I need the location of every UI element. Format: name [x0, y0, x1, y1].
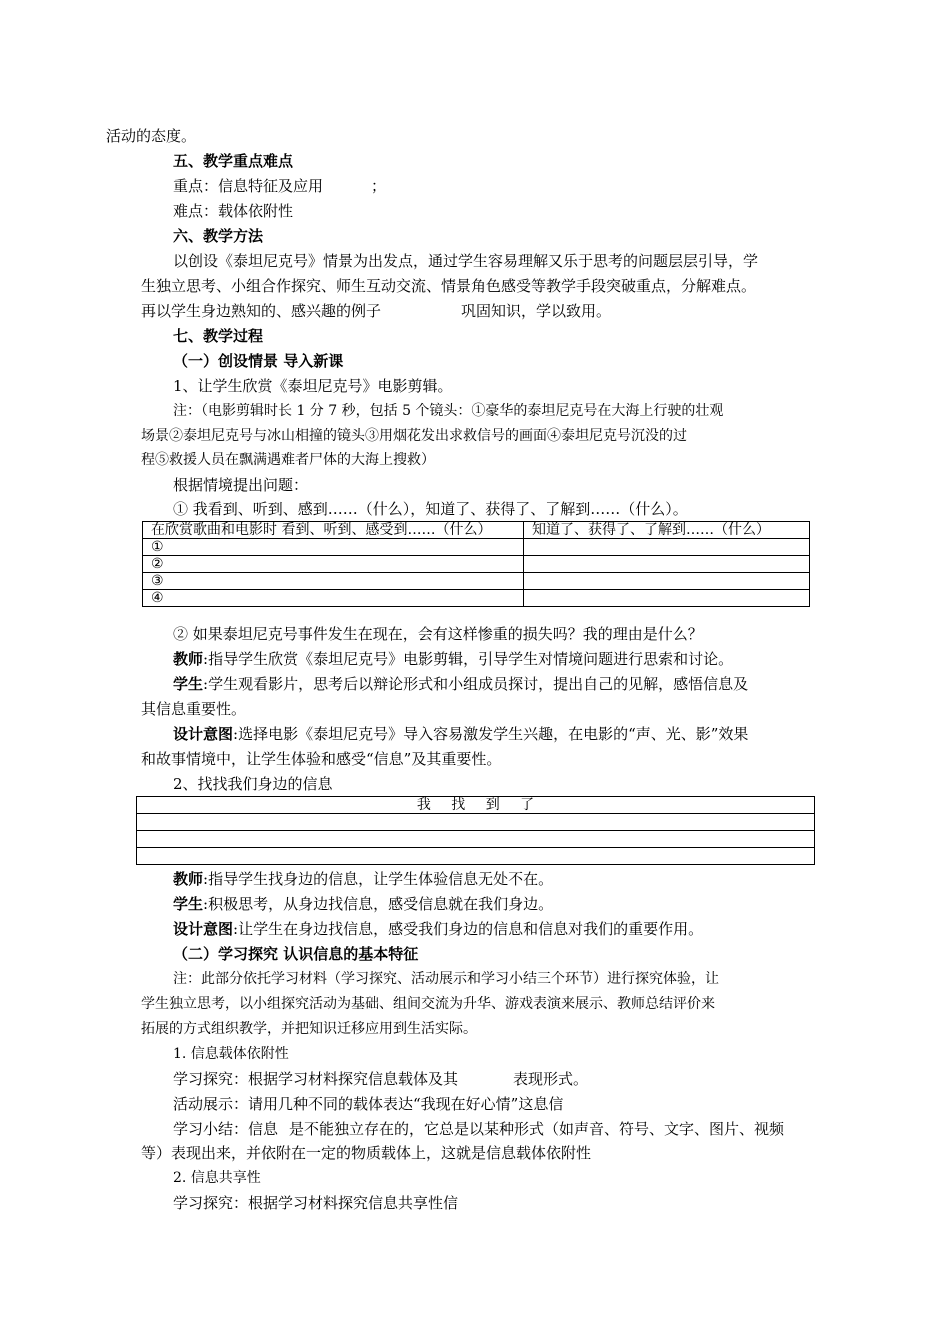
table-row-label: ④	[143, 590, 524, 607]
role-label: 设计意图	[173, 725, 234, 743]
text-line: 重点：信息特征及应用	[173, 177, 324, 195]
observation-table	[142, 521, 810, 607]
text-line: 是不能独立存在的，它总是以某种形式（如声音、符号、文字、图片、视频	[289, 1120, 785, 1138]
table-header-cell: 我 找 到 了	[137, 797, 815, 814]
text-line	[173, 649, 733, 669]
note-line: 学生独立思考，以小组探究活动为基础、组间交流为升华、游戏表演来展示、教师总结评价来	[141, 996, 715, 1012]
role-label: 教师	[173, 650, 204, 668]
table-cell	[137, 814, 815, 831]
text-line: 生独立思考、小组合作探究、师生互动交流、情景角色感受等教学手段突破重点，分解难点。	[141, 277, 757, 295]
note-line: 拓展的方式组织教学，并把知识迁移应用到生活实际。	[141, 1021, 477, 1037]
part-heading: （二）学习探究 认识信息的基本特征	[173, 945, 419, 963]
text-line	[173, 894, 553, 914]
note-line: 场景②泰坦尼克号与冰山相撞的镜头③用烟花发出求救信号的画面④泰坦尼克号沉没的过	[141, 428, 687, 444]
table-row-label: ③	[143, 573, 524, 590]
table-row-label: ①	[143, 539, 524, 556]
note-line: 注：此部分依托学习材料（学习探究、活动展示和学习小结三个环节）进行探究体验，让	[173, 971, 719, 987]
text-line	[173, 674, 748, 694]
role-text: :指导学生找身边的信息，让学生体验信息无处不在。	[203, 870, 554, 888]
text-line: 和故事情境中，让学生体验和感受“信息”及其重要性。	[141, 750, 502, 768]
text-line: 活动的态度。	[106, 127, 197, 145]
table-cell	[137, 831, 815, 848]
text-line	[173, 869, 553, 889]
text-line: 2、找找我们身边的信息	[173, 775, 333, 793]
part-heading: （一）创设情景 导入新课	[173, 352, 344, 370]
text-line: 2. 信息共享性	[173, 1170, 261, 1186]
table-cell	[524, 556, 810, 573]
table-cell	[524, 590, 810, 607]
table-header-cell: 在欣赏歌曲和电影时 看到、听到、感受到……（什么）	[143, 522, 524, 539]
text-line: 再以学生身边熟知的、感兴趣的例子	[141, 302, 382, 320]
section-heading: 六、教学方法	[173, 227, 264, 245]
text-line: 表现形式。	[513, 1070, 589, 1088]
text-line	[173, 724, 748, 744]
role-text: :积极思考，从身边找信息，感受信息就在我们身边。	[203, 895, 554, 913]
text-line: 学习小结：信息	[173, 1120, 279, 1138]
text-line: ① 我看到、听到、感到……（什么），知道了、获得了、了解到……（什么）。	[173, 500, 688, 518]
text-line	[173, 919, 703, 939]
role-label: 教师	[173, 870, 204, 888]
text-line: 其信息重要性。	[141, 700, 247, 718]
text-line: 等）表现出来，并依附在一定的物质载体上，这就是信息载体依附性	[141, 1144, 592, 1162]
table-cell	[137, 848, 815, 865]
note-line: 注：（电影剪辑时长 1 分 7 秒，包括 5 个镜头：①豪华的泰坦尼克号在大海上行驶的壮观	[173, 403, 724, 419]
table-cell	[524, 573, 810, 590]
text-line: 学习探究：根据学习材料探究信息共享性信	[173, 1194, 459, 1212]
table-header-cell: 知道了、获得了、了解到……（什么）	[524, 522, 810, 539]
note-line: 程⑤救援人员在飘满遇难者尸体的大海上搜救）	[141, 452, 435, 468]
role-label: 学生	[173, 675, 204, 693]
table-row-label: ②	[143, 556, 524, 573]
text-line: 1. 信息载体依附性	[173, 1046, 289, 1062]
text-line: 1、让学生欣赏《泰坦尼克号》电影剪辑。	[173, 377, 453, 395]
section-heading: 七、教学过程	[173, 327, 264, 345]
found-info-table	[136, 796, 815, 865]
text-line: 以创设《泰坦尼克号》情景为出发点，通过学生容易理解又乐于思考的问题层层引导，学	[173, 252, 759, 270]
role-text: :让学生在身边找信息，感受我们身边的信息和信息对我们的重要作用。	[233, 920, 704, 938]
text-line: 巩固知识，学以致用。	[461, 302, 612, 320]
text-line: ② 如果泰坦尼克号事件发生在现在，会有这样惨重的损失吗？我的理由是什么？	[173, 625, 703, 643]
table-cell	[524, 539, 810, 556]
role-text: :学生观看影片，思考后以辩论形式和小组成员探讨，提出自己的见解，感悟信息及	[203, 675, 749, 693]
role-text: :选择电影《泰坦尼克号》导入容易激发学生兴趣，在电影的“声、光、影”效果	[233, 725, 749, 743]
role-label: 设计意图	[173, 920, 234, 938]
section-heading: 五、教学重点难点	[173, 152, 294, 170]
text-line: 学习探究：根据学习材料探究信息载体及其	[173, 1070, 459, 1088]
role-label: 学生	[173, 895, 204, 913]
text-line: 根据情境提出问题：	[173, 476, 309, 494]
text-line: 难点：载体依附性	[173, 202, 294, 220]
text-line: 活动展示：请用几种不同的载体表达“我现在好心情”这息信	[173, 1095, 564, 1113]
text-line: ；	[371, 177, 387, 195]
role-text: :指导学生欣赏《泰坦尼克号》电影剪辑，引导学生对情境问题进行思索和讨论。	[203, 650, 734, 668]
